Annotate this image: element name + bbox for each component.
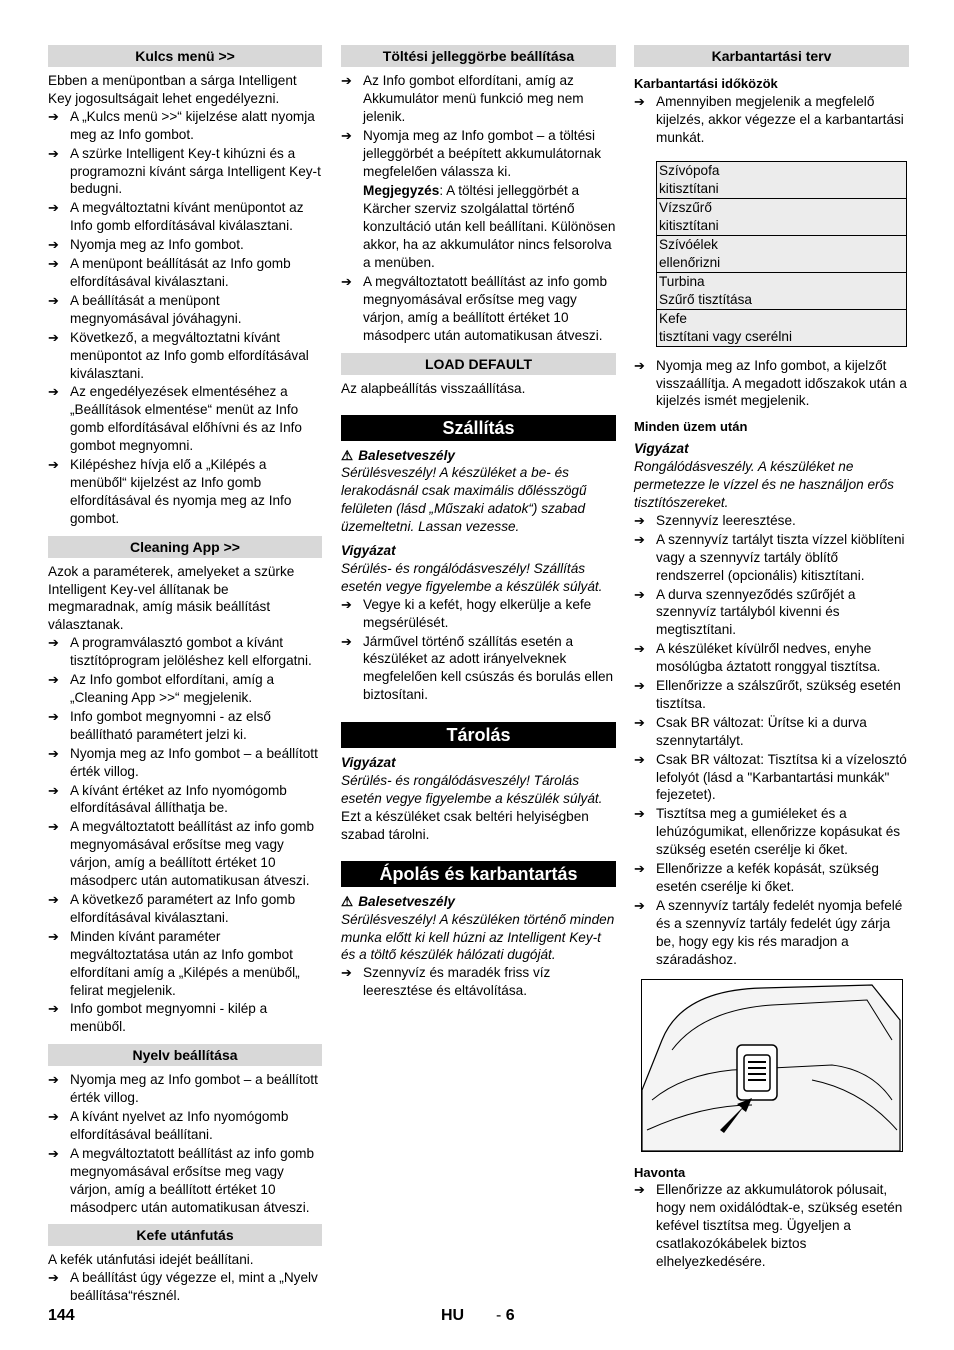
tank-lid-drawing bbox=[642, 980, 902, 1151]
maintenance-table bbox=[656, 161, 907, 347]
table-row bbox=[657, 235, 907, 272]
arrow-right-icon: ➔ bbox=[48, 1145, 59, 1161]
list-item bbox=[634, 1181, 909, 1271]
step-text: Info gombot megnyomni - az első beállítható paramétert jelzi ki. bbox=[70, 708, 271, 742]
language-code: HU bbox=[441, 1307, 465, 1324]
step-text: A készüléket kívülről nedves, enyhe mosólúgba áztatott ronggyal tisztítsa. bbox=[656, 641, 881, 675]
table-cell bbox=[657, 161, 907, 198]
arrow-right-icon: ➔ bbox=[48, 1109, 59, 1125]
warning-title-text: Balesetveszély bbox=[358, 893, 455, 909]
list-item bbox=[48, 928, 322, 1000]
arrow-right-icon: ➔ bbox=[48, 256, 59, 272]
page-number: 144 bbox=[48, 1307, 75, 1324]
maintenance-action: ellenőrizni bbox=[659, 254, 721, 270]
list-item bbox=[634, 640, 909, 676]
arrow-right-icon: ➔ bbox=[634, 806, 645, 822]
step-text: Szennyvíz leeresztése. bbox=[656, 512, 796, 528]
step-text: Szennyvíz és maradék friss víz leeresztése és eltávolítása. bbox=[363, 965, 551, 999]
section-heading-karbantartasi-terv: Karbantartási terv bbox=[634, 45, 909, 67]
list-item bbox=[48, 145, 322, 199]
list-item bbox=[634, 714, 909, 750]
arrow-right-icon: ➔ bbox=[48, 145, 59, 161]
arrow-right-icon: ➔ bbox=[48, 745, 59, 761]
list-item bbox=[48, 199, 322, 235]
step-text: A megváltoztatott beállítást az info gomb megnyomásával erősítse meg vagy várjon, amíg a beállított értéket 10 másodperc után automatikusan átveszi. bbox=[70, 1145, 315, 1215]
step-text: A beállítását a menüpont megnyomásával jóváhagyni. bbox=[70, 292, 242, 326]
maintenance-item: Turbina bbox=[659, 273, 705, 289]
arrow-right-icon: ➔ bbox=[48, 1001, 59, 1017]
arrow-right-icon: ➔ bbox=[634, 678, 645, 694]
arrow-right-icon: ➔ bbox=[48, 708, 59, 724]
note-text: : A töltési jelleggörbét a Kärcher szerviz szolgálattal történő konzultáció után kell beállítani. Különösen akkor, ha az akkumulátor nincs felsorolva a menüben. bbox=[363, 183, 616, 271]
step-text: Az engedélyezések elmentéséhez a „Beállítások elmentése“ menüt az Info gomb elfordításával előhívni és az Info gombot megnyomni. bbox=[70, 384, 302, 454]
step-text: Ellenőrizze az akkumulátorok pólusait, hogy nem oxidálódtak-e, szükség esetén kefével tisztítsa meg. Ügyeljen a csatlakozókábelek biztos elhelyezkedésére. bbox=[656, 1182, 903, 1270]
warning-triangle-icon: ⚠ bbox=[341, 893, 354, 909]
column-left bbox=[48, 45, 322, 1306]
heading-apolas: Ápolás és karbantartás bbox=[341, 861, 616, 887]
step-text: Vegye ki a kefét, hogy elkerülje a kefe megsérülését. bbox=[363, 596, 592, 630]
step-text: Következő, a megváltoztatni kívánt menüpontot az Info gomb elfordításával kiválasztani. bbox=[70, 329, 309, 381]
minden-caution-title: Vigyázat bbox=[634, 441, 689, 457]
list-item bbox=[341, 596, 616, 632]
table-cell bbox=[657, 235, 907, 272]
section-heading-cleaning-app: Cleaning App >> bbox=[48, 536, 322, 558]
idokozok-steps bbox=[634, 93, 909, 147]
footer-num: 6 bbox=[505, 1307, 515, 1324]
cleaning-intro: Azok a paraméterek, amelyeket a szürke Intelligent Key-vel állítanak be megmaradnak, amíg másik beállítást választanak. bbox=[48, 563, 295, 633]
arrow-right-icon: ➔ bbox=[341, 127, 352, 143]
step-text: Nyomja meg az Info gombot – a töltési jelleggörbét a beépített akkumulátornak megfelelően válassza ki. bbox=[363, 127, 602, 179]
heading-szallitas: Szállítás bbox=[341, 415, 616, 441]
step-text: Nyomja meg az Info gombot. bbox=[70, 237, 244, 253]
arrow-right-icon: ➔ bbox=[341, 273, 352, 289]
arrow-right-icon: ➔ bbox=[48, 108, 59, 124]
step-text: Ellenőrizze a kefék kopását, szükség esetén cserélje ki őket. bbox=[656, 861, 879, 894]
arrow-right-icon: ➔ bbox=[634, 93, 645, 109]
column-right bbox=[634, 45, 909, 1272]
table-row bbox=[657, 272, 907, 309]
load-text: Az alapbeállítás visszaállítása. bbox=[341, 380, 526, 396]
step-text: Nyomja meg az Info gombot – a beállított érték villog. bbox=[70, 745, 318, 779]
list-item bbox=[48, 108, 322, 144]
arrow-right-icon: ➔ bbox=[48, 782, 59, 798]
arrow-right-icon: ➔ bbox=[48, 457, 59, 473]
list-item bbox=[634, 860, 909, 896]
maintenance-action: kitisztítani bbox=[659, 180, 719, 196]
toltesi-note bbox=[363, 182, 616, 272]
arrow-right-icon: ➔ bbox=[634, 586, 645, 602]
arrow-right-icon: ➔ bbox=[634, 897, 645, 913]
arrow-right-icon: ➔ bbox=[634, 751, 645, 767]
step-text: Csak BR változat: Ürítse ki a durva szennytartályt. bbox=[656, 714, 867, 748]
list-item bbox=[634, 805, 909, 859]
list-item bbox=[48, 456, 322, 528]
list-item bbox=[341, 72, 616, 126]
table-cell bbox=[657, 198, 907, 235]
arrow-right-icon: ➔ bbox=[341, 965, 352, 981]
step-text: A kívánt nyelvet az Info nyomógomb elfordításával beállítani. bbox=[70, 1109, 289, 1142]
step-text: Minden kívánt paraméter megváltoztatása után az Info gombot elfordítani amíg a „Kilépés a menüből„ felirat megjelenik. bbox=[70, 928, 300, 998]
szallitas-caution-title: Vigyázat bbox=[341, 543, 396, 559]
arrow-right-icon: ➔ bbox=[48, 672, 59, 688]
arrow-right-icon: ➔ bbox=[48, 635, 59, 651]
list-item bbox=[48, 1145, 322, 1217]
list-item bbox=[48, 745, 322, 781]
after-table-steps bbox=[634, 357, 909, 411]
list-item bbox=[48, 708, 322, 744]
warning-title-text: Balesetveszély bbox=[358, 447, 455, 463]
idokozok-title: Karbantartási időközök bbox=[634, 76, 778, 91]
list-item bbox=[634, 93, 909, 147]
minden-steps bbox=[634, 512, 909, 969]
arrow-right-icon: ➔ bbox=[48, 1072, 59, 1088]
list-item bbox=[634, 897, 909, 969]
szallitas-steps bbox=[341, 596, 616, 704]
list-item bbox=[48, 1000, 322, 1036]
maintenance-action: Szűrő tisztítása bbox=[659, 291, 752, 307]
table-row bbox=[657, 198, 907, 235]
list-item bbox=[634, 531, 909, 585]
step-text: Az Info gombot elfordítani, amíg az Akkumulátor menü funkció meg nem jelenik. bbox=[363, 73, 584, 124]
table-cell bbox=[657, 272, 907, 309]
section-page-number bbox=[496, 1307, 515, 1325]
arrow-right-icon: ➔ bbox=[634, 1182, 645, 1198]
arrow-right-icon: ➔ bbox=[634, 512, 645, 528]
step-text: Csak BR változat: Tisztítsa ki a vízelosztó lefolyót (lásd a "Karbantartási munkák" fejezetet). bbox=[656, 751, 907, 803]
step-text: A beállítást úgy végezze el, mint a „Nyelv beállítása“résznél. bbox=[70, 1270, 318, 1304]
step-text: Járművel történő szállítás esetén a készüléket az adott irányelveknek megfelelően kell csúszás és borulás ellen biztosítani. bbox=[363, 633, 614, 703]
section-heading-nyelv: Nyelv beállítása bbox=[48, 1044, 322, 1066]
apolas-steps bbox=[341, 964, 616, 1000]
step-text: Amennyiben megjelenik a megfelelő kijelzés, akkor végezze el a karbantartási munkát. bbox=[656, 93, 904, 145]
maintenance-item: Szívóélek bbox=[659, 236, 718, 252]
kulcs-steps bbox=[48, 108, 322, 528]
arrow-right-icon: ➔ bbox=[48, 891, 59, 907]
section-heading-kefe: Kefe utánfutás bbox=[48, 1224, 322, 1246]
arrow-right-icon: ➔ bbox=[341, 633, 352, 649]
section-heading-load-default: LOAD DEFAULT bbox=[341, 353, 616, 375]
step-text: Az Info gombot elfordítani, amíg a „Cleaning App >>“ megjelenik. bbox=[70, 672, 275, 705]
arrow-right-icon: ➔ bbox=[48, 329, 59, 345]
maintenance-item: Szívópofa bbox=[659, 162, 720, 178]
step-text: A „Kulcs menü >>“ kijelzése alatt nyomja meg az Info gombot. bbox=[70, 108, 315, 142]
havonta-title: Havonta bbox=[634, 1164, 686, 1180]
arrow-right-icon: ➔ bbox=[48, 200, 59, 216]
step-text: A szennyvíz tartályt tiszta vízzel kiöblíteni vagy a szennyvíz tartály öblítő rendszerrel (opcionális) kitisztítani. bbox=[656, 531, 905, 583]
list-item bbox=[634, 751, 909, 805]
szallitas-caution-text: Sérülés- és rongálódásveszély! Szállítás esetén vegye figyelembe a készülék súlyát. bbox=[341, 560, 603, 594]
list-item bbox=[48, 891, 322, 927]
step-text: Ellenőrizze a szálszűrőt, szükség esetén tisztítsa. bbox=[656, 678, 901, 711]
list-item bbox=[48, 329, 322, 383]
tarolas-text: Ezt a készüléket csak beltéri helyiségben szabad tárolni. bbox=[341, 808, 589, 842]
arrow-right-icon: ➔ bbox=[634, 861, 645, 877]
list-item bbox=[634, 677, 909, 713]
list-item bbox=[48, 634, 322, 670]
heading-tarolas: Tárolás bbox=[341, 722, 616, 748]
arrow-right-icon: ➔ bbox=[48, 1270, 59, 1286]
tank-lid-illustration bbox=[641, 979, 903, 1152]
list-item bbox=[48, 671, 322, 707]
table-cell bbox=[657, 309, 907, 346]
table-row bbox=[657, 161, 907, 198]
warning-triangle-icon: ⚠ bbox=[341, 447, 354, 463]
tarolas-caution-title: Vigyázat bbox=[341, 755, 396, 771]
step-text: A menüpont beállítását az Info gomb elfordításával kiválasztani. bbox=[70, 256, 291, 289]
step-text: A kívánt értéket az Info nyomógomb elfordításával állíthatja be. bbox=[70, 782, 287, 816]
maintenance-action: tisztítani vagy cserélni bbox=[659, 328, 792, 344]
arrow-right-icon: ➔ bbox=[48, 237, 59, 253]
maintenance-item: Vízszűrő bbox=[659, 199, 712, 215]
cleaning-steps bbox=[48, 634, 322, 1036]
list-item bbox=[48, 255, 322, 291]
tarolas-caution-text: Sérülés- és rongálódásveszély! Tárolás esetén vegye figyelembe a készülék súlyát. bbox=[341, 773, 603, 806]
arrow-right-icon: ➔ bbox=[634, 531, 645, 547]
list-item bbox=[48, 1071, 322, 1107]
step-text: A következő paramétert az Info gomb elfordításával kiválasztani. bbox=[70, 891, 296, 925]
note-label: Megjegyzés bbox=[363, 183, 440, 199]
list-item bbox=[48, 1108, 322, 1144]
list-item bbox=[48, 236, 322, 254]
arrow-right-icon: ➔ bbox=[341, 73, 352, 88]
list-item bbox=[634, 512, 909, 530]
step-text: A megváltoztatott beállítást az info gomb megnyomásával erősítse meg vagy várjon, amíg a beállított értéket 10 másodperc után automatikusan átveszi. bbox=[363, 273, 608, 343]
step-text: A megváltoztatott beállítást az info gomb megnyomásával erősítse meg vagy várjon, amíg a beállított értéket 10 másodperc után automatikusan átveszi. bbox=[70, 819, 315, 889]
table-row bbox=[657, 309, 907, 346]
list-item bbox=[634, 357, 909, 411]
arrow-right-icon: ➔ bbox=[48, 292, 59, 308]
step-text: Kilépéshez hívja elő a „Kilépés a menüből“ kijelzést az Info gomb elfordításával és nyomja meg az Info gombot. bbox=[70, 457, 292, 526]
arrow-right-icon: ➔ bbox=[48, 819, 59, 835]
list-item bbox=[48, 292, 322, 328]
szallitas-warning-title bbox=[341, 447, 616, 465]
kulcs-intro: Ebben a menüpontban a sárga Intelligent Key jogosultságait lehet engedélyezni. bbox=[48, 73, 297, 106]
list-item bbox=[48, 818, 322, 890]
havonta-steps bbox=[634, 1181, 909, 1271]
section-heading-kulcs-menu: Kulcs menü >> bbox=[48, 45, 322, 67]
arrow-right-icon: ➔ bbox=[634, 357, 645, 373]
step-text: A programválasztó gombot a kívánt tisztítóprogram jelöléshez kell elforgatni. bbox=[70, 635, 312, 669]
arrow-right-icon: ➔ bbox=[341, 596, 352, 612]
minden-caution-text: Rongálódásveszély. A készüléket ne permetezze le vízzel és ne használjon erős tisztítószereket. bbox=[634, 459, 894, 510]
maintenance-action: kitisztítani bbox=[659, 217, 719, 233]
list-item bbox=[634, 586, 909, 640]
kefe-intro: A kefék utánfutási idejét beállítani. bbox=[48, 1252, 254, 1268]
toltesi-steps bbox=[341, 72, 616, 345]
column-middle bbox=[341, 45, 616, 1001]
minden-title: Minden üzem után bbox=[634, 419, 748, 435]
arrow-right-icon: ➔ bbox=[48, 384, 59, 400]
step-text: Tisztítsa meg a gumiéleket és a lehúzógumikat, ellenőrizze kopásukat és szükség esetén cserélje ki őket. bbox=[656, 806, 901, 858]
arrow-right-icon: ➔ bbox=[634, 714, 645, 730]
step-text: A megváltoztatni kívánt menüpontot az Info gomb elfordításával kiválasztani. bbox=[70, 200, 304, 234]
step-text: Nyomja meg az Info gombot, a kijelzőt visszaállítja. A megadott időszakok után a kijelzés ismét megjelenik. bbox=[656, 357, 907, 409]
apolas-warning-text: Sérülésveszély! A készüléken történő minden munka előtt ki kell húzni az Intelligent Key-t és a töltő készülék hálózati dugóját. bbox=[341, 911, 615, 963]
step-text: A szennyvíz tartály fedelét nyomja befelé és a szennyvíz tartály fedelét úgy zárja be, hogy egy kis rés maradjon a száradáshoz. bbox=[656, 897, 903, 967]
list-item bbox=[341, 127, 616, 272]
szallitas-warning-text: Sérülésveszély! A készüléket a be- és lerakodásnál csak maximális dőlésszögű felületen (lásd „Műszaki adatok“) szabad üzemeltetni. Lassan vezesse. bbox=[341, 465, 587, 535]
footer-separator: - bbox=[496, 1307, 502, 1324]
apolas-warning-title bbox=[341, 893, 616, 911]
list-item bbox=[341, 964, 616, 1000]
section-heading-toltesi: Töltési jelleggörbe beállítása bbox=[341, 45, 616, 67]
step-text: A szürke Intelligent Key-t kihúzni és a programozni kívánt sárga Intelligent Key-t bedugni. bbox=[70, 145, 321, 197]
list-item bbox=[341, 633, 616, 705]
step-text: Info gombot megnyomni - kilép a menüből. bbox=[70, 1001, 268, 1035]
list-item bbox=[341, 273, 616, 345]
list-item bbox=[48, 1269, 322, 1305]
step-text: A durva szennyeződés szűrőjét a szennyvíz tartályból kivenni és megtisztítani. bbox=[656, 586, 856, 638]
nyelv-steps bbox=[48, 1071, 322, 1216]
arrow-right-icon: ➔ bbox=[634, 641, 645, 657]
kefe-steps bbox=[48, 1269, 322, 1305]
arrow-right-icon: ➔ bbox=[48, 928, 59, 944]
list-item bbox=[48, 383, 322, 455]
list-item bbox=[48, 782, 322, 818]
step-text: Nyomja meg az Info gombot – a beállított érték villog. bbox=[70, 1072, 318, 1106]
maintenance-item: Kefe bbox=[659, 310, 687, 326]
